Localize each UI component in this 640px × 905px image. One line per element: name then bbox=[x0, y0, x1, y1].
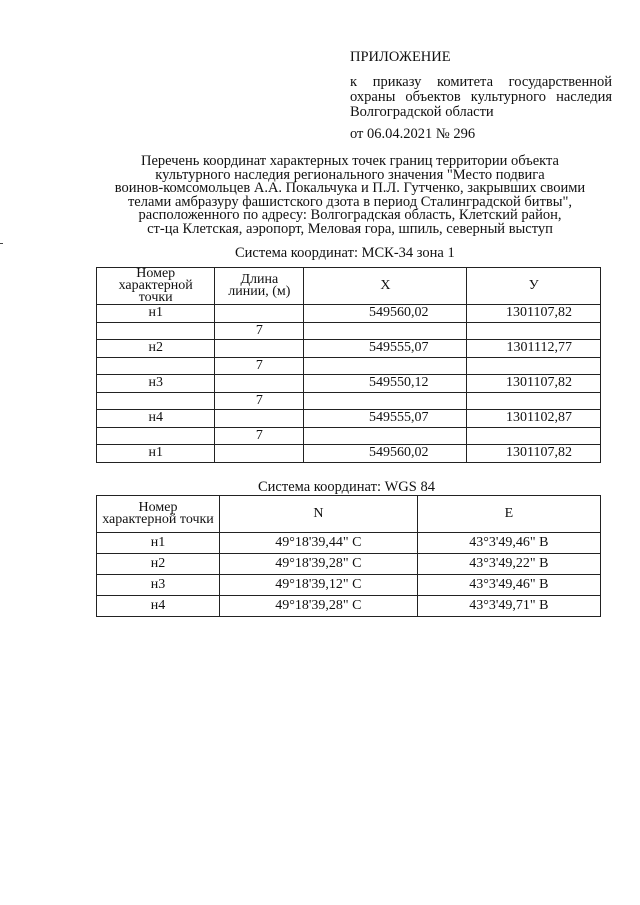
cell-longitude: 43°3'49,46" В bbox=[417, 575, 600, 596]
cell-y bbox=[467, 392, 601, 410]
header-y: У bbox=[467, 268, 601, 305]
cell-point-number: н1 bbox=[97, 305, 215, 323]
cell-x bbox=[304, 427, 467, 445]
cell-line-length: 7 bbox=[215, 357, 304, 375]
appendix-order-reference: к приказу комитета государственной охраны объектов культурного наследия Волгоградской области bbox=[350, 74, 612, 120]
cell-longitude: 43°3'49,71" В bbox=[417, 596, 600, 617]
cell-x bbox=[304, 357, 467, 375]
table-row bbox=[97, 357, 601, 375]
cell-point-number: н2 bbox=[97, 554, 220, 575]
cell-x bbox=[304, 392, 467, 410]
cell-point-number bbox=[97, 322, 215, 340]
cell-point-number: н3 bbox=[97, 375, 215, 393]
table-row bbox=[97, 375, 601, 393]
cell-longitude: 43°3'49,22" В bbox=[417, 554, 600, 575]
cell-point-number: н1 bbox=[97, 445, 215, 463]
cell-y bbox=[467, 427, 601, 445]
cell-x bbox=[304, 322, 467, 340]
title-line: расположенного по адресу: Волгоградская область, Клетский район, bbox=[138, 207, 562, 223]
appendix-title: ПРИЛОЖЕНИЕ bbox=[350, 49, 451, 65]
cell-point-number bbox=[97, 392, 215, 410]
cell-x: 549560,02 bbox=[304, 305, 467, 323]
table-row bbox=[97, 596, 601, 617]
table-row bbox=[97, 427, 601, 445]
cell-latitude: 49°18'39,44" С bbox=[220, 533, 418, 554]
table-row bbox=[97, 322, 601, 340]
table-row bbox=[97, 410, 601, 428]
table-row bbox=[97, 575, 601, 596]
document-title bbox=[90, 155, 610, 236]
cell-line-length: 7 bbox=[215, 322, 304, 340]
table1-caption: Система координат: МСК-34 зона 1 bbox=[235, 245, 455, 261]
cell-point-number: н4 bbox=[97, 410, 215, 428]
table-row bbox=[97, 445, 601, 463]
table-header-row bbox=[97, 268, 601, 305]
cell-longitude: 43°3'49,46" В bbox=[417, 533, 600, 554]
cell-x: 549560,02 bbox=[304, 445, 467, 463]
cell-point-number bbox=[97, 427, 215, 445]
header-n: N bbox=[220, 496, 418, 533]
cell-line-length bbox=[215, 305, 304, 323]
cell-y: 1301107,82 bbox=[467, 445, 601, 463]
cell-y bbox=[467, 322, 601, 340]
msk-coordinates-table bbox=[96, 267, 601, 463]
cell-y: 1301102,87 bbox=[467, 410, 601, 428]
cell-line-length bbox=[215, 445, 304, 463]
table2-caption: Система координат: WGS 84 bbox=[258, 479, 435, 495]
cell-point-number bbox=[97, 357, 215, 375]
title-line: ст-ца Клетская, аэропорт, Меловая гора, шпиль, северный выступ bbox=[147, 220, 553, 237]
title-line: воинов-комсомольцев А.А. Покальчука и П.Л. Гутченко, закрывших своими bbox=[114, 180, 586, 196]
cell-point-number: н2 bbox=[97, 340, 215, 358]
title-line: Перечень координат характерных точек границ территории объекта bbox=[141, 153, 559, 169]
cell-point-number: н3 bbox=[97, 575, 220, 596]
cell-latitude: 49°18'39,12" С bbox=[220, 575, 418, 596]
header-line-length: Длина линии, (м) bbox=[215, 268, 304, 305]
cell-y: 1301107,82 bbox=[467, 375, 601, 393]
cell-line-length bbox=[215, 375, 304, 393]
table-row bbox=[97, 305, 601, 323]
cell-y: 1301112,77 bbox=[467, 340, 601, 358]
cell-x: 549555,07 bbox=[304, 410, 467, 428]
cell-line-length bbox=[215, 410, 304, 428]
cell-line-length: 7 bbox=[215, 427, 304, 445]
cell-y: 1301107,82 bbox=[467, 305, 601, 323]
cell-latitude: 49°18'39,28" С bbox=[220, 596, 418, 617]
table-row bbox=[97, 340, 601, 358]
cell-y bbox=[467, 357, 601, 375]
header-x: Х bbox=[304, 268, 467, 305]
header-point-number: Номер характерной точки bbox=[97, 496, 220, 533]
cell-point-number: н4 bbox=[97, 596, 220, 617]
header-point-number: Номер характерной точки bbox=[97, 268, 215, 305]
appendix-date-number: от 06.04.2021 № 296 bbox=[350, 126, 476, 142]
cell-line-length: 7 bbox=[215, 392, 304, 410]
title-line: телами амбразуру фашистского дзота в период Сталинградской битвы", bbox=[127, 193, 573, 210]
cell-x: 549550,12 bbox=[304, 375, 467, 393]
wgs84-coordinates-table bbox=[96, 495, 601, 617]
margin-mark bbox=[0, 243, 3, 244]
cell-x: 549555,07 bbox=[304, 340, 467, 358]
table-row bbox=[97, 533, 601, 554]
cell-line-length bbox=[215, 340, 304, 358]
cell-latitude: 49°18'39,28" С bbox=[220, 554, 418, 575]
table-row bbox=[97, 392, 601, 410]
cell-point-number: н1 bbox=[97, 533, 220, 554]
table-header-row bbox=[97, 496, 601, 533]
header-e: E bbox=[417, 496, 600, 533]
table-row bbox=[97, 554, 601, 575]
title-line: культурного наследия регионального значения "Место подвига bbox=[155, 166, 545, 183]
